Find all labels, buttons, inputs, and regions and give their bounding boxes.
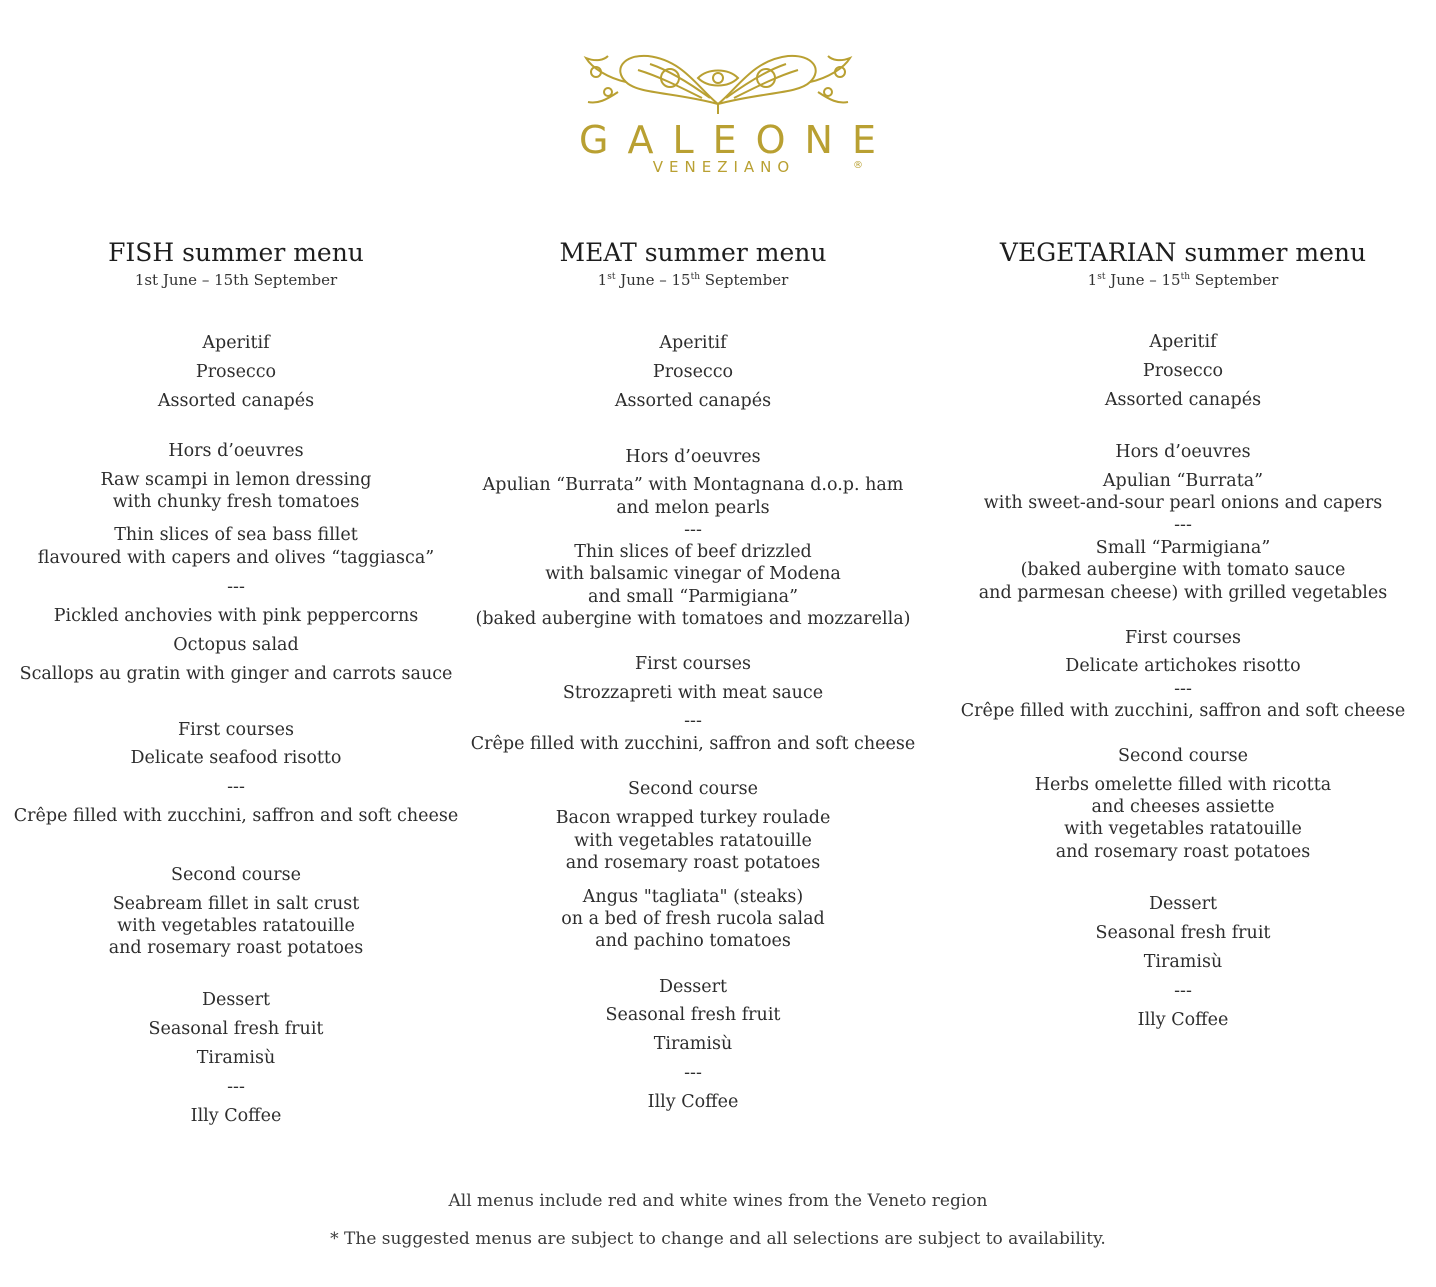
menu-separator: --- — [1174, 981, 1192, 1001]
menu-line: with balsamic vinegar of Modena — [545, 564, 841, 584]
menu-line: Dessert — [1148, 894, 1218, 914]
menu-line: Hors d’oeuvres — [1115, 442, 1251, 462]
menu-line: Illy Coffee — [190, 1106, 282, 1126]
brand-name: GALEONE — [579, 118, 895, 162]
menu-line: Thin slices of beef drizzled — [574, 542, 812, 562]
menu-line: with vegetables ratatouille — [574, 831, 812, 851]
menu-line: Crêpe filled with zucchini, saffron and soft cheese — [470, 734, 916, 754]
menu-line: (baked aubergine with tomatoes and mozzarella) — [475, 609, 911, 629]
menu-line: Prosecco — [652, 362, 734, 382]
menu-line: First courses — [635, 654, 751, 674]
menu-line: Second course — [170, 865, 302, 885]
menu-dates: 1st June – 15th September — [134, 271, 338, 289]
menu-line: Thin slices of sea bass fillet — [114, 525, 358, 545]
menu-title: MEAT summer menu — [559, 238, 827, 267]
menu-line: Illy Coffee — [1137, 1010, 1229, 1030]
menu-line: Tiramisù — [1143, 952, 1223, 972]
menu-line: (baked aubergine with tomato sauce — [1020, 560, 1346, 580]
menu-line: Herbs omelette filled with ricotta — [1034, 775, 1332, 795]
menu-line: Apulian “Burrata” — [1102, 471, 1264, 491]
menu-line: Assorted canapés — [157, 391, 315, 411]
menu-separator: --- — [1174, 515, 1192, 535]
menu-line: Aperitif — [202, 333, 270, 353]
menu-line: Angus "tagliata" (steaks) — [582, 887, 804, 907]
menu-line: Prosecco — [1142, 361, 1224, 381]
menu-line: Prosecco — [195, 362, 277, 382]
menu-line: Scallops au gratin with ginger and carrots sauce — [19, 664, 453, 684]
menu-line: Delicate artichokes risotto — [1065, 656, 1301, 676]
menu-line: and melon pearls — [616, 498, 770, 518]
menu-line: Second course — [1117, 746, 1249, 766]
menu-separator: --- — [684, 1063, 702, 1083]
menu-line: Bacon wrapped turkey roulade — [555, 808, 831, 828]
menu-line: Delicate seafood risotto — [130, 748, 342, 768]
menu-separator: --- — [227, 577, 245, 597]
menu-line: Assorted canapés — [614, 391, 772, 411]
mask-ornament-icon — [578, 48, 858, 118]
availability-note: * The suggested menus are subject to change and all selections are subject to availability. — [330, 1229, 1106, 1249]
menu-line: Seasonal fresh fruit — [148, 1019, 324, 1039]
menu-line: Raw scampi in lemon dressing — [100, 470, 372, 490]
menu-line: and cheeses assiette — [1091, 797, 1275, 817]
menu-line: Aperitif — [659, 333, 727, 353]
menu-dates: 1st June – 15th September — [1087, 271, 1279, 289]
menu-line: Crêpe filled with zucchini, saffron and soft cheese — [960, 701, 1406, 721]
menu-dates: 1st June – 15th September — [597, 271, 789, 289]
menu-line: and rosemary roast potatoes — [108, 938, 364, 958]
menu-line: with vegetables ratatouille — [1064, 819, 1302, 839]
menu-separator: --- — [227, 777, 245, 797]
menu-separator: --- — [684, 711, 702, 731]
registered-mark: ® — [853, 160, 863, 171]
menu-line: First courses — [1125, 628, 1241, 648]
logo — [0, 48, 1436, 188]
menu-line: Small “Parmigiana” — [1095, 538, 1271, 558]
menu-line: Apulian “Burrata” with Montagnana d.o.p. ham — [482, 475, 904, 495]
menu-title: VEGETARIAN summer menu — [999, 238, 1367, 267]
menu-line: Crêpe filled with zucchini, saffron and soft cheese — [13, 806, 459, 826]
brand-subname: VENEZIANO — [652, 158, 796, 176]
menu-line: and small “Parmigiana” — [587, 587, 799, 607]
menu-line: Pickled anchovies with pink peppercorns — [53, 606, 419, 626]
menu-line: Hors d’oeuvres — [625, 447, 761, 467]
menu-separator: --- — [227, 1077, 245, 1097]
menu-line: Seasonal fresh fruit — [1095, 923, 1271, 943]
menu-line: Dessert — [658, 977, 728, 997]
menu-line: Tiramisù — [653, 1034, 733, 1054]
menu-line: Seabream fillet in salt crust — [112, 894, 360, 914]
wines-note: All menus include red and white wines from the Veneto region — [448, 1191, 988, 1211]
menu-line: Aperitif — [1149, 332, 1217, 352]
menu-line: Assorted canapés — [1104, 390, 1262, 410]
menu-line: Illy Coffee — [647, 1092, 739, 1112]
menu-line: and parmesan cheese) with grilled vegetables — [978, 583, 1388, 603]
menu-line: Seasonal fresh fruit — [605, 1005, 781, 1025]
menu-line: Strozzapreti with meat sauce — [562, 683, 824, 703]
menu-line: Tiramisù — [196, 1048, 276, 1068]
menu-separator: --- — [684, 520, 702, 540]
menu-line: and rosemary roast potatoes — [565, 853, 821, 873]
menu-line: flavoured with capers and olives “taggiasca” — [37, 548, 435, 568]
menu-line: First courses — [178, 720, 294, 740]
menu-title: FISH summer menu — [108, 238, 364, 267]
menu-line: Hors d’oeuvres — [168, 441, 304, 461]
menu-line: with vegetables ratatouille — [117, 916, 355, 936]
menu-line: on a bed of fresh rucola salad — [561, 909, 825, 929]
menu-line: and rosemary roast potatoes — [1055, 842, 1311, 862]
menu-line: with sweet-and-sour pearl onions and capers — [983, 493, 1383, 513]
menu-line: and pachino tomatoes — [595, 931, 791, 951]
menu-line: with chunky fresh tomatoes — [112, 492, 360, 512]
menu-line: Dessert — [201, 990, 271, 1010]
menu-separator: --- — [1174, 679, 1192, 699]
menu-line: Second course — [627, 779, 759, 799]
menu-line: Octopus salad — [173, 635, 299, 655]
